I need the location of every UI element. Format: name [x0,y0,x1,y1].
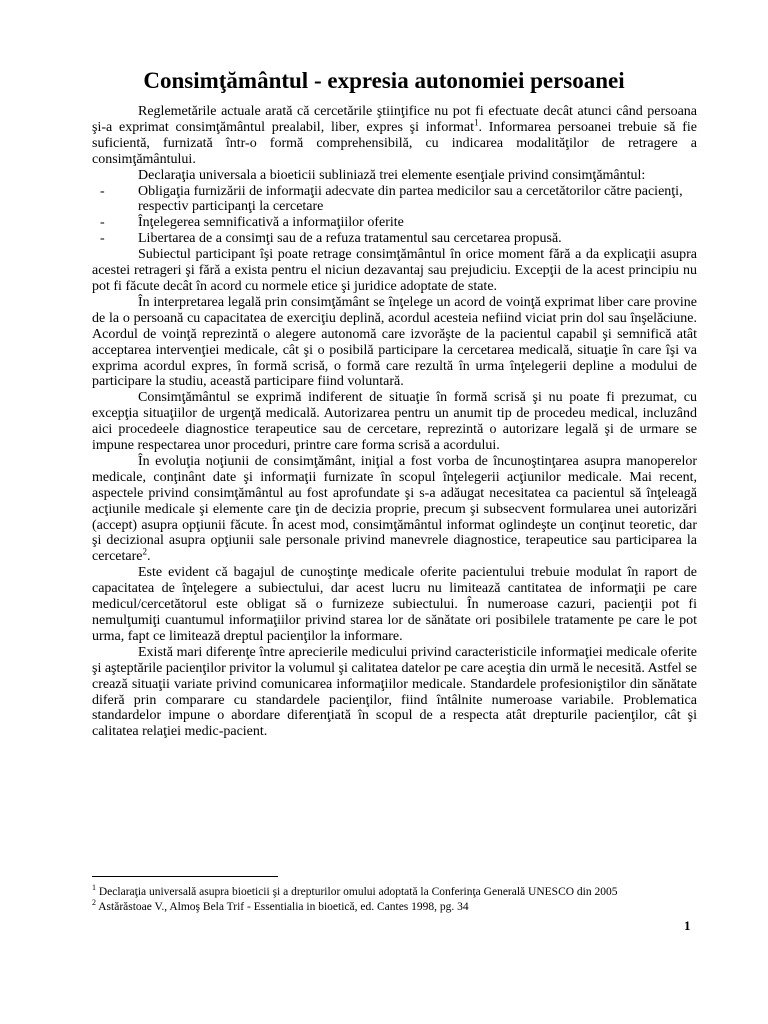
list-item: - Libertarea de a consimţi sau de a refuza tratamentul sau cercetarea propusă. [100,231,562,247]
footnote-ref-1[interactable]: 1 [473,117,479,128]
list-bullet: - [100,231,105,247]
paragraph-withdrawal: Subiectul participant îşi poate retrage consimţământul în orice moment fără a da explicaţii asupra acestei retrageri şi fără a exista pentru el niciun dezavantaj sau prejudiciu. Excepţii de la acest principiu nu pot fi făcute decât în acord cu normele etice şi juridice adoptate de state. [92,247,697,294]
paragraph-knowledge: Este evident că bagajul de cunoştinţe medicale oferite pacientului trebuie modulat în raport de capacitatea de înţelegere a subiectului, dar acest lucru nu limitează cantitatea de informaţii pe care medicul/cercetătorul este obligat să o furnizeze subiectului. În numeroase cazuri, pacienţii pot fi nemulţumiţi cuantumul informaţiilor privind starea lor de sănătate ori posibilele tratamente pe care le pot urma, fapt ce limitează dreptul pacienţilor la informare. [92,565,697,644]
paragraph-differences: Există mari diferenţe între aprecierile medicului privind caracteristicile informaţiei medicale oferite şi aşteptările pacienţilor privitor la volumul şi calitatea datelor pe care aceştia din urmă le necesită. Astfel se crează situaţii variate privind comunicarea informaţiilor medicale. Standardele profesioniştilor din sănătate diferă prin comparare cu standardele pacienţilor, fiind întâlnite numeroase variabile. Problematica standardelor impune o abordare diferenţiată în scopul de a respecta atât drepturile pacienţilor, cât şi calitatea relaţiei medic-pacient. [92,644,697,740]
page-number: 1 [684,918,691,933]
consent-elements-list [92,184,697,248]
footnotes [92,885,702,915]
document-body [92,104,697,740]
footnote-1: $^1$ Declaraţia universală asupra bioeticii şi a drepturilor omului adoptată la Conferinţa Generală UNESCO din 2005 [92,883,618,898]
footnote-ref-2[interactable]: 2 [142,546,147,557]
footnote-2: $^2$ Astărăstoae V., Almoş Bela Trif - Essentialia in bioetică, ed. Cantes 1998, pg. 34 [92,898,469,913]
paragraph-evolution: În evoluţia noţiunii de consimţământ, iniţial a fost vorba de încunoştinţarea asupra manoperelor medicale, conţinânt date şi informaţii furnizate în scopul înţelegerii acţiunilor medicale. Mai recent, aspectele privind consimţământul au fost aprofundate şi s-a adăugat necesitatea ca pacientul să înţeleagă acţiunile medicale şi elemente care ţin de decizia proprie, precum şi subsecvent formularea unei autorizări (accept) asupra opţiunii făcute. În acest mod, consimţământul informat oglindeşte un conţinut teoretic, dar şi decizional asupra opţiunii sale personale privind manevrele diagnostice, terapeutice sau participarea la cercetare$^2$. [92,453,697,565]
paragraph-declaration: Declaraţia universala a bioeticii subliniază trei elemente esenţiale privind consimţământul: [138,167,646,183]
list-item: - Obligaţia furnizării de informaţii adecvate din partea medicilor sau a cercetătorilor către pacienţi, respectiv participanţi la cercetare [100,183,683,215]
paragraph-legal-interpretation: În interpretarea legală prin consimţământ se înţelege un acord de voinţă exprimat liber care provine de la o persoană cu capacitatea de exerciţiu deplină, acordul acesteia nefiind viciat prin dol sau înşelăciune. Acordul de voinţă reprezintă o alegere autonomă care izvorăşte de la pacientul capabil şi semnifică atât acceptarea intervenţiei medicale, cât şi o posibilă participare la cercetarea medicală, situaţie în care îşi va exprima acordul expres, în formă scrisă, o formă care rezultă în urma înţelegerii depline a modului de participare la studiu, această participare fiind voluntară. [92,294,697,390]
paragraph-intro: Reglemetările actuale arată că cercetările ştiinţifice nu pot fi efectuate decât atunci când persoana şi-a exprimat consimţământul prealabil, liber, expres şi informat$^1$. Informarea persoanei trebuie să fie suficientă, furnizată într-o formă comprehensibilă, cu indicarea modalităţilor de retragere a consimţământului. [92,104,697,167]
list-bullet: - [100,183,105,199]
list-bullet: - [100,215,105,231]
paragraph-written-form: Consimţământul se exprimă indiferent de situaţie în formă scrisă şi nu poate fi prezumat, cu excepţia situaţiilor de urgenţă medicală. Autorizarea pentru un anumit tip de procedeu medical, incluzând aici procedeele diagnostice terapeutice sau de cercetare, reprezintă o autorizare legală şi de urmare se impune respectarea unor proceduri, printre care forma scrisă a acordului. [92,390,697,454]
list-item: - Înţelegerea semnificativă a informaţiilor oferite [100,215,404,231]
document-title: Consimţământul - expresia autonomiei persoanei [143,68,625,93]
footnote-separator [92,876,278,877]
